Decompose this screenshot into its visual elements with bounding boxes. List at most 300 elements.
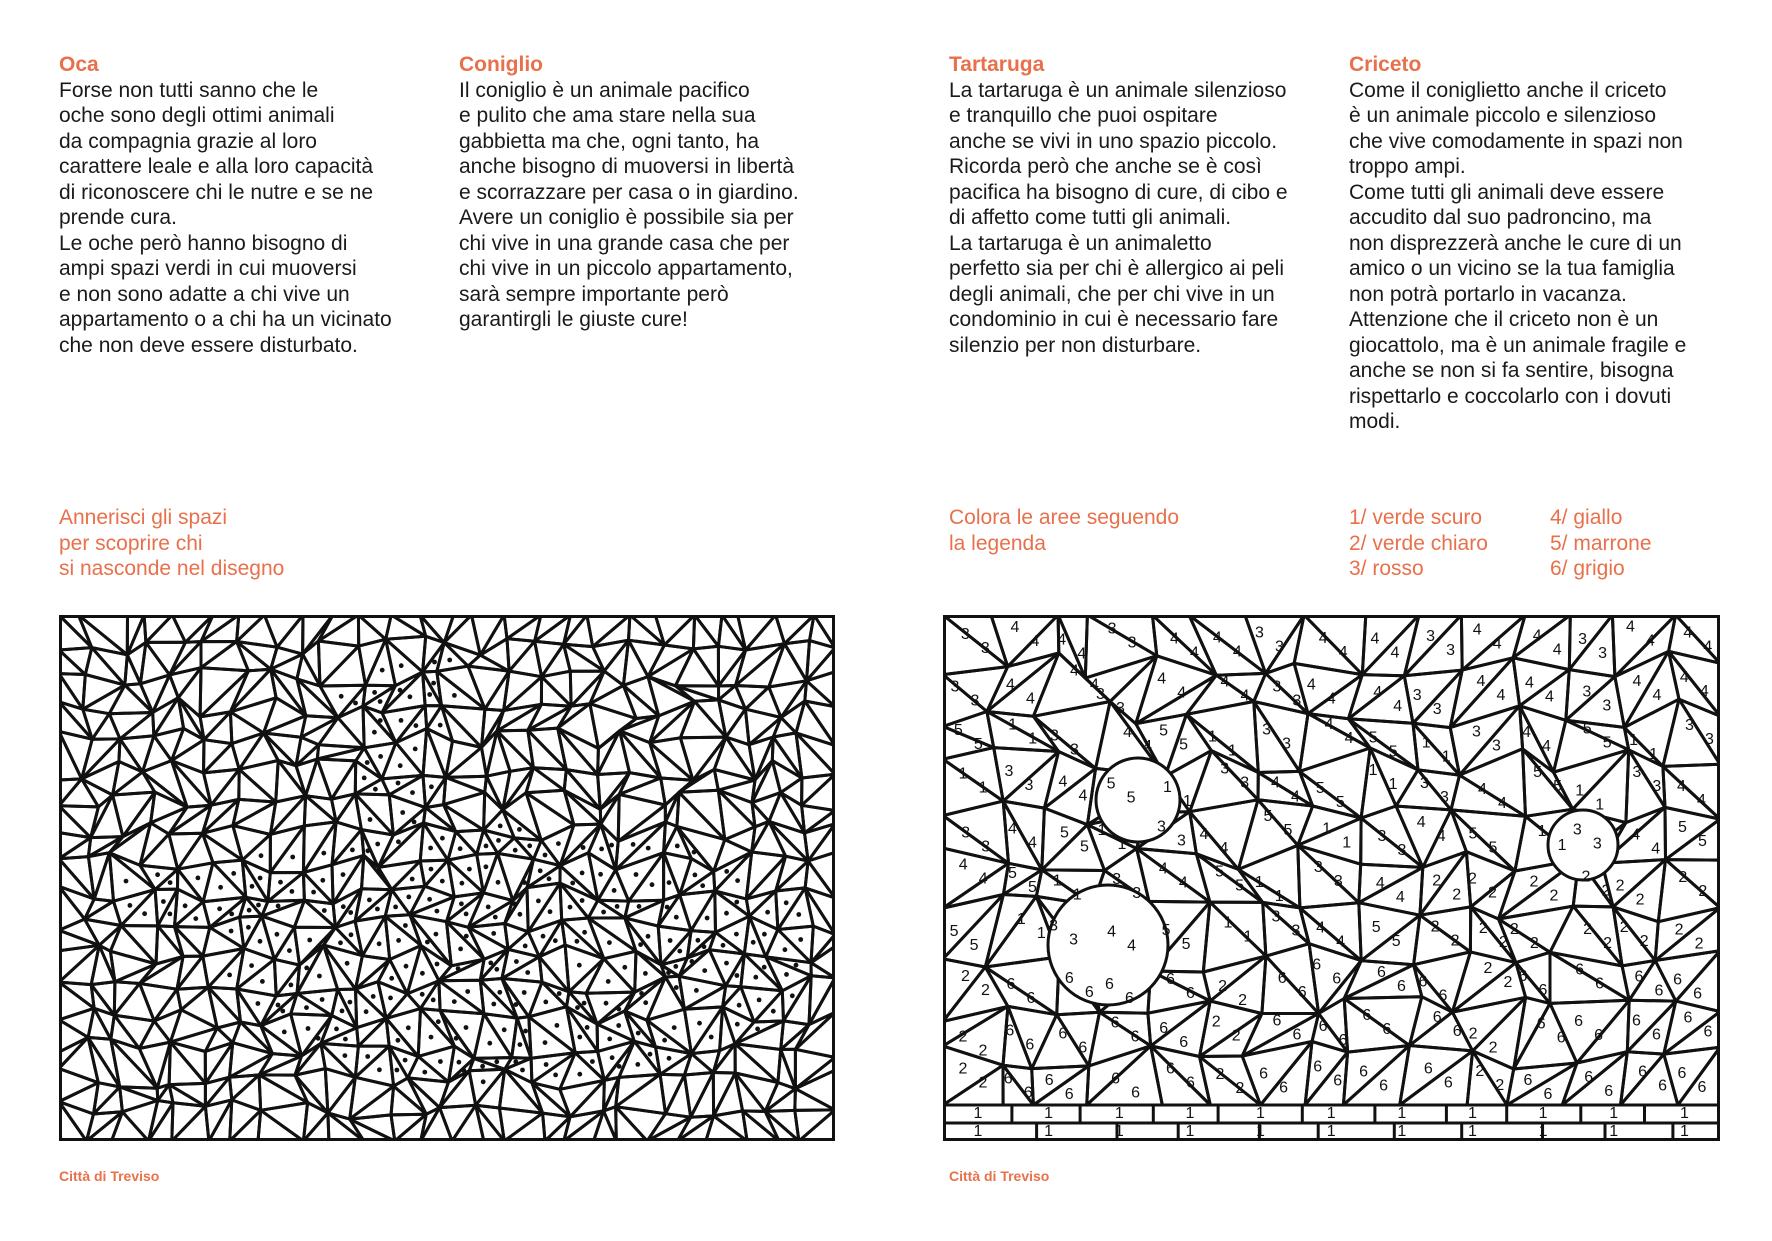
puzzle-cell [1473, 997, 1526, 1069]
cell-number: 2 [1619, 918, 1629, 936]
mosaic-cell [799, 1110, 835, 1141]
cell-number: 5 [1391, 932, 1401, 950]
fill-dot [668, 938, 673, 943]
mosaic-cell [139, 1042, 170, 1088]
fill-dot [522, 880, 527, 885]
fill-dot [398, 688, 403, 693]
cell-number: 4 [1524, 674, 1534, 692]
cell-number: 4 [1416, 814, 1426, 832]
cell-number: 4 [1157, 670, 1167, 688]
fill-dot [568, 905, 573, 910]
cell-number: 5 [1079, 838, 1089, 856]
cell-number: 4 [1324, 716, 1334, 734]
puzzle-cell [1621, 1054, 1678, 1105]
fill-dot [278, 880, 283, 885]
fill-dot [598, 872, 603, 877]
mosaic-cell [230, 1110, 261, 1141]
cell-number: 3 [960, 626, 970, 644]
fill-dot [348, 910, 353, 915]
cell-number: 4 [1078, 787, 1088, 805]
cell-number: 2 [1678, 868, 1688, 886]
fill-dot [798, 937, 803, 942]
cell-number: 4 [1212, 629, 1222, 647]
cell-number: 4 [1552, 641, 1562, 659]
cell-number: 4 [1436, 828, 1446, 846]
cell-number: 5 [1161, 921, 1171, 939]
fill-dot [406, 1025, 411, 1030]
cell-number: 4 [1395, 888, 1405, 906]
cell-number: 3 [1491, 737, 1501, 755]
fill-dot [518, 912, 523, 917]
section-tartaruga [949, 52, 1329, 358]
mosaic-cell [440, 1105, 476, 1141]
fill-dot [784, 900, 789, 905]
mosaic-cell [781, 778, 802, 805]
fill-dot [577, 1035, 582, 1040]
fill-dot [377, 941, 382, 946]
fill-dot [494, 1059, 499, 1064]
cell-number: 3 [1377, 828, 1387, 846]
cell-number: 5 [973, 736, 983, 754]
cell-number: 4 [1652, 687, 1662, 705]
cell-number: 4 [1220, 673, 1230, 691]
cell-number: 2 [1475, 1063, 1485, 1081]
cell-number: 4 [1008, 820, 1017, 838]
cell-number: 4 [1338, 644, 1348, 662]
mosaic-cell [59, 650, 85, 675]
mosaic-cell [604, 951, 636, 992]
fill-dot [434, 932, 439, 937]
cell-number: 4 [1677, 778, 1686, 796]
legend-item: 3/ rosso [1349, 557, 1424, 580]
fill-dot [317, 944, 322, 949]
cell-number: 5 [1315, 779, 1325, 797]
fill-dot [522, 990, 527, 995]
fill-dot [497, 990, 502, 995]
fill-dot [456, 966, 461, 971]
fill-dot [428, 846, 433, 851]
cell-number: 1 [1537, 823, 1547, 841]
fill-dot [447, 658, 452, 663]
cell-number: 6 [1338, 1032, 1348, 1050]
fill-dot [638, 942, 643, 947]
cell-number: 6 [1362, 1007, 1372, 1025]
fill-dot [259, 853, 264, 858]
puzzle-cell [1658, 860, 1720, 922]
cell-number: 3 [961, 824, 971, 842]
cell-number: 6 [1044, 1072, 1054, 1090]
fill-dot [250, 884, 255, 889]
section-title: Oca [59, 53, 99, 76]
fill-dot [368, 817, 373, 822]
cell-number: 1 [1254, 873, 1264, 891]
fill-dot [646, 846, 651, 851]
fill-dot [258, 876, 263, 881]
section-title: Criceto [1349, 53, 1422, 76]
cell-number: 6 [1654, 982, 1664, 1000]
mosaic-cell [664, 853, 680, 901]
fill-dot [365, 1054, 370, 1059]
fill-dot [432, 660, 437, 665]
cell-number: 6 [1536, 1015, 1546, 1033]
fill-dot [378, 718, 383, 723]
cell-number: 6 [1379, 1077, 1389, 1095]
cell-number: 2 [1503, 973, 1513, 991]
cell-number: 3 [970, 692, 980, 710]
fill-dot [724, 911, 729, 916]
fill-dot [734, 932, 739, 937]
fill-dot [436, 1019, 441, 1024]
fill-dot [796, 912, 801, 917]
cell-number: 6 [1397, 977, 1406, 995]
mosaic-cell [274, 959, 299, 996]
fill-dot [705, 916, 710, 921]
cell-number: 2 [1478, 920, 1488, 938]
fill-dot [276, 1003, 281, 1008]
puzzle-cell [1085, 615, 1157, 678]
mosaic-cell [736, 686, 769, 710]
cell-number: 4 [1632, 673, 1642, 691]
fill-dot [538, 868, 543, 873]
cell-number: 1 [1679, 1123, 1689, 1141]
cell-number: 2 [1698, 882, 1708, 900]
fill-dot [364, 1009, 369, 1014]
fill-dot [673, 964, 678, 969]
cell-number: 4 [1373, 684, 1383, 702]
cell-number: 1 [1575, 782, 1585, 800]
legend-item: 5/ marrone [1550, 531, 1652, 555]
fill-dot [128, 903, 133, 908]
cell-number: 6 [1130, 1028, 1140, 1046]
fill-dot [672, 1025, 677, 1030]
fill-dot [702, 944, 707, 949]
cell-number: 4 [1077, 645, 1087, 663]
cell-number: 6 [1125, 989, 1134, 1007]
fill-dot [637, 904, 642, 909]
mosaic-cell [444, 792, 485, 830]
fill-dot [435, 909, 440, 914]
puzzle-cell [991, 615, 1058, 667]
puzzle-cell [1664, 1047, 1720, 1105]
fill-dot [420, 992, 425, 997]
cell-number: 2 [981, 981, 990, 999]
cell-number: 3 [1572, 821, 1582, 839]
cell-number: 4 [1544, 688, 1554, 706]
mosaic-cell [151, 792, 188, 823]
cell-number: 1 [1072, 886, 1082, 904]
fill-dot [484, 844, 489, 849]
cell-number: 6 [1318, 1018, 1328, 1036]
fill-dot [306, 1026, 311, 1031]
cell-number: 6 [1693, 985, 1703, 1003]
fill-dot [721, 943, 726, 948]
cell-number: 1 [958, 765, 968, 783]
fill-dot [604, 1001, 609, 1006]
fill-dot [341, 872, 346, 877]
fill-dot [229, 929, 234, 934]
fill-dot [580, 871, 585, 876]
fill-dot [320, 878, 325, 883]
puzzle-cell [1200, 1001, 1262, 1057]
fill-dot [570, 881, 575, 886]
fill-dot [734, 900, 739, 905]
fill-dot [256, 903, 261, 908]
fill-dot [343, 1053, 348, 1058]
fill-dot [429, 784, 434, 789]
cell-number: 6 [1025, 1036, 1035, 1054]
cell-number: 2 [1432, 872, 1442, 890]
mosaic-cell [439, 981, 484, 1014]
section-text: Come il coniglietto anche il criceto è un animale piccolo e silenzioso che vive comodamente in spazi non troppo ampi. Come tutti gli animali deve essere accudito dal suo padroncino, ma non disprezzerà anche le cure di un amico o un vicino se la tua famiglia non potrà portarlo in vacanza. Attenzione che il criceto non è un giocattolo, ma è un animale fragile e anche se non si fa sentire, bisogna rispettarlo e coccolarlo con i dovuti modi. [1349, 78, 1687, 433]
cell-number: 6 [1272, 1012, 1282, 1030]
cell-number: 3 [1426, 627, 1436, 645]
cell-number: 6 [1673, 971, 1683, 989]
fill-dot [183, 903, 188, 908]
fill-dot [548, 909, 553, 914]
fill-dot [425, 940, 430, 945]
fill-dot [465, 989, 470, 994]
fill-dot [290, 889, 295, 894]
mosaic-cell [741, 987, 783, 1022]
fill-dot [229, 912, 234, 917]
cell-number: 4 [1498, 794, 1507, 812]
cell-number: 6 [1683, 1009, 1693, 1027]
cell-number: 2 [1674, 921, 1684, 939]
cell-number: 4 [1123, 724, 1133, 742]
mosaic-cell [781, 1025, 809, 1050]
cell-number: 1 [1557, 837, 1567, 855]
cell-number: 6 [1110, 1014, 1120, 1032]
cell-number: 4 [1169, 630, 1179, 648]
mosaic-cell [588, 900, 625, 918]
fill-dot [751, 940, 756, 945]
cell-number: 1 [1114, 1123, 1124, 1141]
cell-number: 4 [1683, 624, 1693, 642]
cell-number: 2 [1583, 921, 1593, 939]
fill-dot [345, 961, 350, 966]
mosaic-cell [303, 873, 333, 904]
cell-number: 4 [1679, 668, 1689, 686]
fill-dot [525, 970, 530, 975]
cell-number: 5 [1533, 764, 1543, 782]
cell-number: 6 [1575, 961, 1585, 979]
footer-left: Città di Treviso [59, 1168, 160, 1184]
fill-dot [580, 898, 585, 903]
fill-dot [395, 1068, 400, 1073]
fill-dot [690, 959, 695, 964]
fill-dot [246, 925, 251, 930]
fill-dot [735, 1022, 740, 1027]
cell-number: 4 [1069, 662, 1079, 680]
cell-number: 3 [1096, 686, 1105, 704]
fill-dot [412, 820, 417, 825]
cell-number: 1 [1114, 1105, 1124, 1123]
fill-dot [458, 846, 463, 851]
cell-number: 1 [1441, 748, 1451, 766]
cell-number: 2 [1694, 935, 1704, 953]
fill-dot [429, 1035, 434, 1040]
cell-number: 6 [1604, 1083, 1614, 1101]
fill-dot [304, 966, 309, 971]
cell-number: 5 [1159, 722, 1169, 740]
fill-dot [496, 880, 501, 885]
mosaic-cell [778, 926, 813, 963]
cell-number: 5 [1488, 839, 1498, 857]
cell-number: 4 [1472, 621, 1482, 639]
fill-dot [398, 763, 403, 768]
mosaic-cell [795, 1070, 835, 1110]
cell-number: 2 [1615, 877, 1625, 895]
fill-dot [340, 1009, 345, 1014]
cell-number: 1 [1538, 1105, 1548, 1123]
cell-number: 6 [1105, 975, 1114, 993]
cell-number: 3 [1275, 638, 1284, 656]
fill-dot [196, 876, 201, 881]
fill-dot [404, 964, 409, 969]
fill-dot [762, 965, 767, 970]
legend-item: 2/ verde chiaro [1349, 531, 1488, 555]
mosaic-cell [499, 1108, 542, 1141]
fill-dot [484, 864, 489, 869]
cell-number: 6 [1259, 1065, 1269, 1083]
fill-dot [547, 876, 552, 881]
fill-dot [543, 1000, 548, 1005]
fill-dot [410, 790, 415, 795]
fill-dot [555, 1023, 560, 1028]
cell-number: 3 [1333, 873, 1343, 891]
cell-number: 6 [1359, 1063, 1369, 1081]
fill-dot [375, 907, 380, 912]
fill-dot [648, 1052, 653, 1057]
fill-dot [735, 878, 740, 883]
cell-number: 6 [1297, 984, 1307, 1002]
mosaic-cell [382, 706, 425, 743]
fill-dot [553, 1073, 558, 1078]
fill-dot [256, 1001, 261, 1006]
fill-dot [757, 998, 762, 1003]
mosaic-cell [185, 615, 213, 642]
fill-dot [371, 994, 376, 999]
cell-number: 4 [1143, 738, 1153, 756]
fill-dot [124, 879, 129, 884]
cell-number: 3 [1632, 763, 1642, 781]
puzzle-cell [1666, 819, 1721, 860]
fill-dot [543, 853, 548, 858]
fill-dot [403, 1058, 408, 1063]
puzzle-cell [1400, 1051, 1473, 1105]
cell-number: 5 [1179, 736, 1189, 754]
cell-number: 2 [978, 1042, 988, 1060]
cell-number: 1 [1595, 796, 1605, 814]
cell-number: 6 [1697, 1078, 1707, 1096]
fill-dot [365, 848, 370, 853]
mosaic-cell [291, 994, 332, 1016]
cell-number: 3 [1070, 741, 1079, 759]
flower-center [1096, 758, 1180, 842]
cell-number: 1 [973, 1105, 983, 1123]
cell-number: 1 [1342, 834, 1352, 852]
fill-dot [218, 885, 223, 890]
fill-dot [765, 910, 770, 915]
mosaic-cell [268, 873, 305, 902]
cell-number: 4 [978, 870, 988, 888]
fill-dot [488, 961, 493, 966]
cell-number: 3 [1578, 631, 1588, 649]
cell-number: 6 [1111, 1070, 1121, 1088]
mosaic-cell [541, 677, 571, 707]
mosaic-cell [691, 1007, 722, 1054]
fill-dot [280, 1009, 285, 1014]
fill-dot [783, 947, 788, 952]
cell-number: 2 [958, 1060, 968, 1078]
cell-number: 4 [1651, 840, 1661, 858]
puzzle-cell [1344, 999, 1409, 1053]
puzzle-cell [1262, 956, 1322, 1013]
fill-dot [496, 838, 501, 843]
mosaic-cell [393, 808, 425, 835]
fill-dot [697, 1021, 702, 1026]
cell-number: 6 [1064, 969, 1074, 987]
fill-dot [517, 827, 522, 832]
legend-item: 6/ grigio [1550, 557, 1625, 580]
fill-dot [486, 905, 491, 910]
fill-dot [665, 905, 670, 910]
cell-number: 2 [1235, 1080, 1245, 1098]
fill-dot [408, 694, 413, 699]
mosaic-cell [237, 989, 261, 1026]
fill-dot [491, 931, 496, 936]
fill-dot [353, 701, 358, 706]
footer-right: Città di Treviso [949, 1168, 1050, 1184]
cell-number: 6 [1584, 1069, 1594, 1087]
cell-number: 3 [1255, 624, 1264, 642]
cell-number: 6 [1078, 1039, 1088, 1057]
cell-number: 4 [1390, 644, 1400, 662]
cell-number: 5 [1678, 819, 1687, 837]
cell-number: 4 [1646, 632, 1655, 650]
cell-number: 6 [1023, 1084, 1033, 1102]
cell-number: 1 [1468, 1105, 1477, 1123]
cell-number: 5 [1368, 729, 1378, 747]
cell-number: 3 [1157, 818, 1166, 836]
fill-dot [410, 877, 415, 882]
fill-dot [675, 844, 680, 849]
cell-number: 4 [1291, 788, 1300, 806]
cell-number: 4 [1316, 919, 1326, 937]
fill-dot [396, 781, 401, 786]
fill-dot [518, 1042, 523, 1047]
section-text: Il coniglio è un animale pacifico e pulito che ama stare nella sua gabbietta ma che, ogni tanto, ha anche bisogno di muoversi in libertà e scorrazzare per casa o in giardino. Avere un coniglio è possibile sia per chi vive in una grande casa che per chi vive in un piccolo appartamento, sarà sempre importante però garantirgli le giuste cure! [459, 78, 799, 331]
puzzle-cell [1343, 1046, 1409, 1106]
mosaic-cell [170, 1010, 217, 1042]
cell-number: 6 [1438, 987, 1448, 1005]
cell-number: 1 [1397, 1123, 1407, 1141]
fill-dot [367, 898, 372, 903]
cell-number: 1 [1185, 1123, 1195, 1141]
cell-number: 6 [1277, 970, 1287, 988]
mosaic-cell [295, 1075, 328, 1113]
cell-number: 4 [1158, 860, 1168, 878]
cell-number: 1 [1227, 742, 1237, 760]
fill-dot [452, 693, 457, 698]
fill-dot [512, 902, 517, 907]
cell-number: 6 [1634, 968, 1644, 986]
cell-number: 4 [1344, 730, 1354, 748]
cell-number: 4 [1393, 698, 1403, 716]
fill-dot [643, 1000, 648, 1005]
cell-number: 4 [1318, 630, 1328, 648]
mosaic-cell [264, 698, 306, 733]
